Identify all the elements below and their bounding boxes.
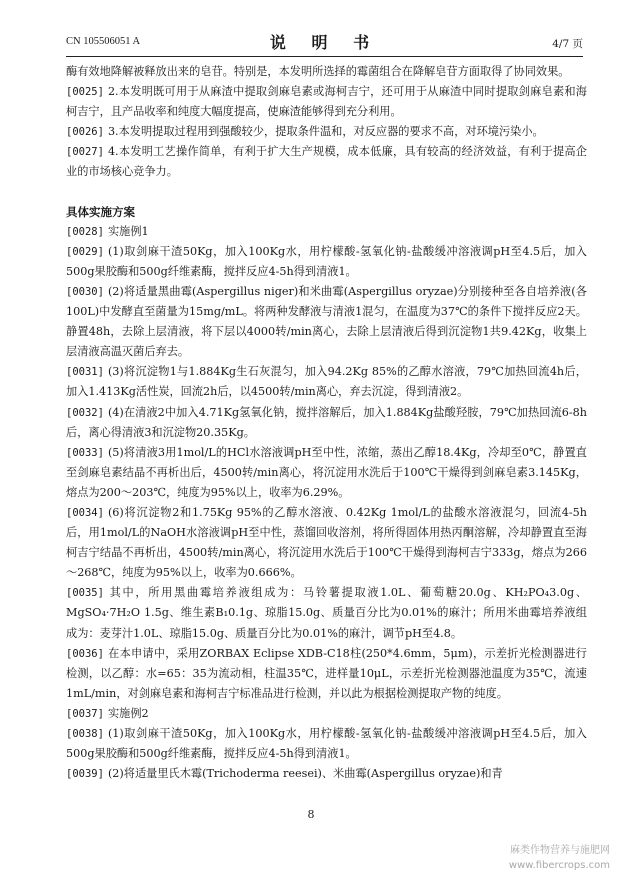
paragraph-text: 实施例1 [107, 224, 149, 238]
watermark [460, 843, 610, 873]
paragraph-number: [0037] [66, 707, 104, 720]
paragraph-number: [0031] [66, 366, 104, 379]
paragraph-0039 [66, 764, 587, 784]
paragraph-number: [0035] [66, 587, 104, 600]
paragraph-number: [0029] [66, 245, 104, 258]
paragraph-0031 [66, 362, 587, 402]
watermark-site-name: 麻类作物营养与施肥网 [510, 845, 610, 856]
paragraph-0032 [66, 403, 587, 443]
paragraph-number: [0026] [66, 126, 104, 139]
paragraph-text: 4.本发明工艺操作简单，有利于扩大生产规模，成本低廉，具有较高的经济效益，有利于提高企业的市场核心竞争力。 [66, 145, 587, 179]
paragraph-0036 [66, 644, 587, 704]
paragraph-number: [0038] [66, 728, 104, 740]
section-title: 具体实施方案 [66, 204, 135, 219]
paragraph-0028 [66, 222, 587, 242]
paragraph-text: (3)将沉淀物1与1.884Kg生石灰混匀，加入94.2Kg 85%的乙醇水溶液，79℃加热回流4h后，加入1.413Kg活性炭，回流2h后，以4500转/min离心，弃去沉淀，得到清液2。 [66, 365, 587, 399]
paragraph-number: [0028] [66, 225, 104, 238]
paragraph-0035 [66, 583, 587, 643]
paragraph-text: (5)将清液3用1mol/L的HCl水溶液调pH至中性，浓缩，蒸出乙醇18.4Kg，冷却至0℃，静置直至剑麻皂素结晶不再析出后，4500转/min离心，将沉淀用水洗后于100℃干燥得到剑麻皂素3.145Kg，熔点为200～203℃，纯度为95%以上，收率为6.29%。 [66, 445, 587, 499]
paragraph-number: [0039] [66, 768, 104, 781]
paragraph-0029 [66, 242, 587, 282]
paragraph-0025 [66, 82, 587, 122]
paragraph-text: (2)将适量黑曲霉(Aspergillus niger)和米曲霉(Aspergillus oryzae)分别接种至各自培养液(各100L)中发酵直至菌量为15mg/mL。将两种发酵液与清液1混匀，在温度为37℃的条件下搅拌反应2天。静置48h，去除上层清液，将下层以4000转/min离心，去除上层清液后得到沉淀物1共9.42Kg，收集上层清液高温灭菌后弃去。 [66, 284, 587, 359]
paragraph-0027 [66, 142, 587, 182]
paragraph-text: (2)将适量里氏木霉(Trichoderma reesei)、米曲霉(Aspergillus oryzae)和青 [107, 767, 503, 781]
watermark-url: www.fibercrops.com [508, 860, 610, 871]
header-rule [66, 56, 583, 57]
paragraph-0026 [66, 122, 587, 142]
paragraph-text: (4)在清液2中加入4.71Kg氢氧化钠，搅拌溶解后，加入1.884Kg盐酸羟胺，79℃加热回流6-8h后，离心得清液3和沉淀物20.35Kg。 [66, 405, 587, 439]
paragraph-text: (6)将沉淀物2和1.75Kg 95%的乙醇水溶液、0.42Kg 1mol/L的盐酸水溶液混匀，回流4-5h后，用1mol/L的NaOH水溶液调pH至中性，蒸馏回收溶剂，将所得固体用热丙酮溶解，冷却静置直至海柯吉宁结晶不再析出，4500转/min离心，将沉淀用水洗后于100℃干燥得到海柯吉宁333g，熔点为266～268℃，纯度为95%以上，收率为0.666%。 [66, 505, 587, 580]
paragraph-number: [0034] [66, 506, 104, 519]
page-info: 4/7 页 [552, 38, 583, 50]
paragraph-number: [0033] [66, 446, 104, 459]
paragraph-number: [0025] [66, 86, 104, 99]
paragraph-text: 在本申请中，采用ZORBAX Eclipse XDB-C18柱(250*4.6mm，5μm)，示差折光检测器进行检测，以乙醇：水=65：35为流动相，柱温35℃，进样量10μL，示差折光检测器池温度为35℃，流速1mL/min，对剑麻皂素和海柯吉宁标准品进行检测，并以此为根据检测提取产物的纯度。 [66, 646, 587, 700]
page-header [66, 30, 583, 52]
paragraph-text: 其中，所用黑曲霉培养液组成为：马铃薯提取液1.0L、葡萄糖20.0g、KH₂PO₄3.0g、MgSO₄·7H₂O 1.5g、维生素B₁0.1g、琼脂15.0g、质量百分比为0.01%的麻汁；所用米曲霉培养液组成为：麦芽汁1.0L、琼脂15.0g、质量百分比为0.01%的麻汁，调节pH至4.8。 [66, 586, 587, 640]
publication-number: CN 105506051 A [66, 36, 141, 47]
paragraph-0033 [66, 443, 587, 503]
paragraph-0034 [66, 503, 587, 583]
paragraph-text: (1)取剑麻干渣50Kg，加入100Kg水，用柠檬酸-氢氧化钠-盐酸缓冲溶液调pH至4.5后，加入500g果胶酶和500g纤维素酶，搅拌反应4-5h得到清液1。 [66, 727, 587, 761]
intro-text: 酶有效地降解被释放出来的皂苷。特别是，本发明所选择的霉菌组合在降解皂苷方面取得了协同效果。 [66, 65, 570, 78]
document-title: 说 明 书 [269, 33, 380, 52]
paragraph-0037 [66, 704, 587, 724]
paragraph-0038 [66, 724, 587, 764]
paragraph-0030 [66, 282, 587, 362]
paragraph-text: 实施例2 [107, 706, 149, 720]
paragraph-number: [0032] [66, 406, 104, 419]
paragraph-number: [0027] [66, 146, 104, 159]
paragraph-text: (1)取剑麻干渣50Kg，加入100Kg水，用柠檬酸-氢氧化钠-盐酸缓冲溶液调pH至4.5后，加入500g果胶酶和500g纤维素酶，搅拌反应4-5h得到清液1。 [66, 244, 587, 278]
paragraph-text: 2.本发明既可用于从麻渣中提取剑麻皂素或海柯吉宁，还可用于从麻渣中同时提取剑麻皂素和海柯吉宁，且产品收率和纯度大幅度提高，使麻渣能够得到充分利用。 [66, 85, 587, 119]
paragraph-text: 3.本发明提取过程用到强酸较少，提取条件温和，对反应器的要求不高，对环境污染小。 [107, 125, 544, 139]
paragraph-number: [0030] [66, 285, 104, 298]
page-number: 8 [307, 808, 315, 821]
document-body [66, 62, 587, 784]
paragraph-number: [0036] [66, 647, 104, 660]
